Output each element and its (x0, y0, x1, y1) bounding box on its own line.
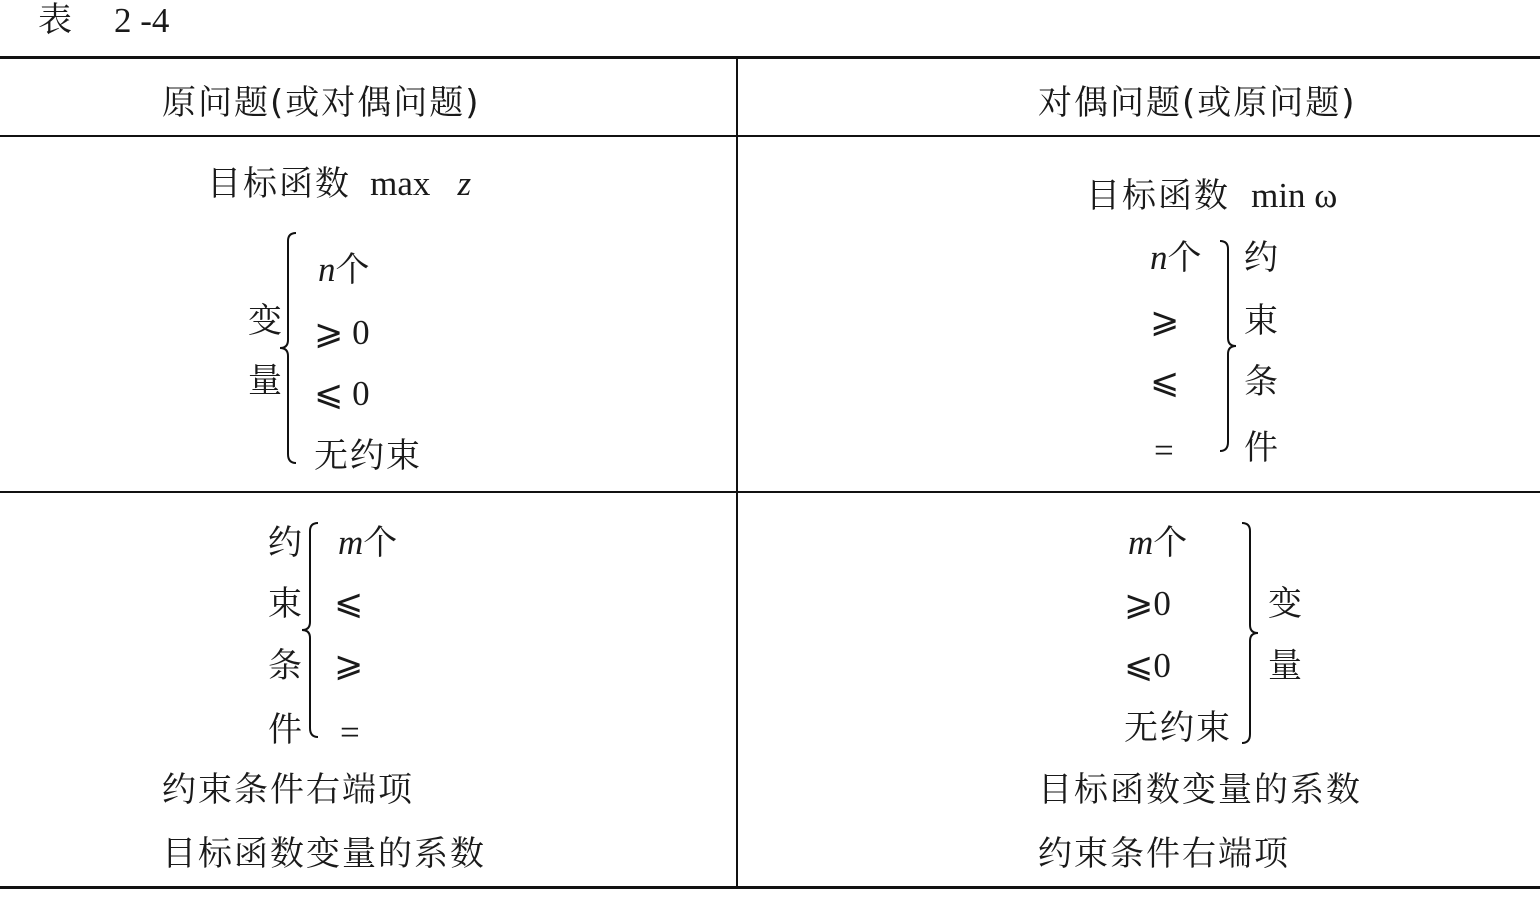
dual-variable-count (1128, 523, 1189, 563)
primal-constraint-ge: ⩾ (334, 645, 364, 684)
dual-constraint-label-1: 约 (1244, 238, 1280, 278)
primal-constraint-count-symbol: m (338, 523, 364, 562)
dual-objective (1086, 176, 1337, 216)
dual-rhs-term: 约束条件右端项 (1038, 834, 1290, 874)
table-caption-label: 表 (38, 0, 74, 40)
dual-variable-count-symbol: m (1128, 523, 1154, 562)
dual-variable-count-unit: 个 (1153, 523, 1190, 563)
header-rule (0, 135, 1540, 137)
primal-constraint-count-unit: 个 (363, 523, 400, 563)
primal-variable-brace (278, 232, 300, 464)
primal-objective-coefficients: 目标函数变量的系数 (162, 834, 486, 874)
dual-variable-brace (1240, 522, 1262, 744)
primal-objective (207, 164, 471, 204)
dual-objective-label: 目标函数 (1086, 176, 1230, 216)
dual-objective-op: min ω (1251, 176, 1338, 215)
dual-constraint-label-4: 件 (1244, 428, 1280, 468)
primal-variable-nonpositive: ⩽ 0 (314, 374, 370, 413)
primal-constraint-label-2: 束 (268, 584, 304, 624)
primal-constraint-label-3: 条 (268, 646, 304, 686)
dual-constraint-label-3: 条 (1244, 362, 1280, 402)
primal-variable-nonnegative: ⩾ 0 (314, 313, 370, 352)
dual-constraint-brace (1218, 240, 1240, 452)
column-divider (736, 57, 738, 888)
dual-constraint-le: ⩽ (1150, 362, 1180, 401)
table-caption-number: 2 -4 (114, 1, 170, 40)
dual-constraint-count (1150, 238, 1204, 278)
primal-variable-free: 无约束 (314, 436, 422, 476)
primal-variable-count (318, 250, 372, 290)
row-divider (0, 491, 1540, 493)
table-bottom-rule (0, 886, 1540, 889)
primal-constraint-count (338, 523, 399, 563)
primal-variable-label-2: 量 (248, 361, 284, 401)
primal-constraint-eq: = (340, 713, 360, 752)
primal-constraint-label-1: 约 (268, 523, 304, 563)
dual-constraint-count-unit: 个 (1167, 238, 1204, 278)
primal-constraint-le: ⩽ (334, 583, 364, 622)
dual-variable-nonnegative: ⩾0 (1124, 584, 1171, 623)
primal-rhs-term: 约束条件右端项 (162, 770, 414, 810)
primal-constraint-label-4: 件 (268, 710, 304, 750)
primal-variable-count-unit: 个 (335, 250, 372, 290)
primal-objective-op: max (370, 164, 431, 203)
primal-variable-count-symbol: n (318, 250, 336, 289)
header-primal-problem: 原问题(或对偶问题) (162, 83, 481, 123)
dual-constraint-eq: = (1154, 431, 1174, 470)
header-dual-problem: 对偶问题(或原问题) (1038, 83, 1357, 123)
dual-constraint-ge: ⩾ (1150, 301, 1180, 340)
dual-variable-label-2: 量 (1268, 646, 1304, 686)
primal-variable-label-1: 变 (248, 301, 284, 341)
primal-constraint-brace (300, 522, 322, 738)
dual-constraint-label-2: 束 (1244, 301, 1280, 341)
table-top-rule (0, 56, 1540, 59)
primal-objective-label: 目标函数 (207, 164, 351, 204)
primal-objective-var: z (457, 164, 472, 203)
dual-objective-coefficients: 目标函数变量的系数 (1038, 770, 1362, 810)
dual-constraint-count-symbol: n (1150, 238, 1168, 277)
dual-variable-nonpositive: ⩽0 (1124, 646, 1171, 685)
dual-variable-free: 无约束 (1124, 708, 1232, 748)
dual-variable-label-1: 变 (1268, 584, 1304, 624)
